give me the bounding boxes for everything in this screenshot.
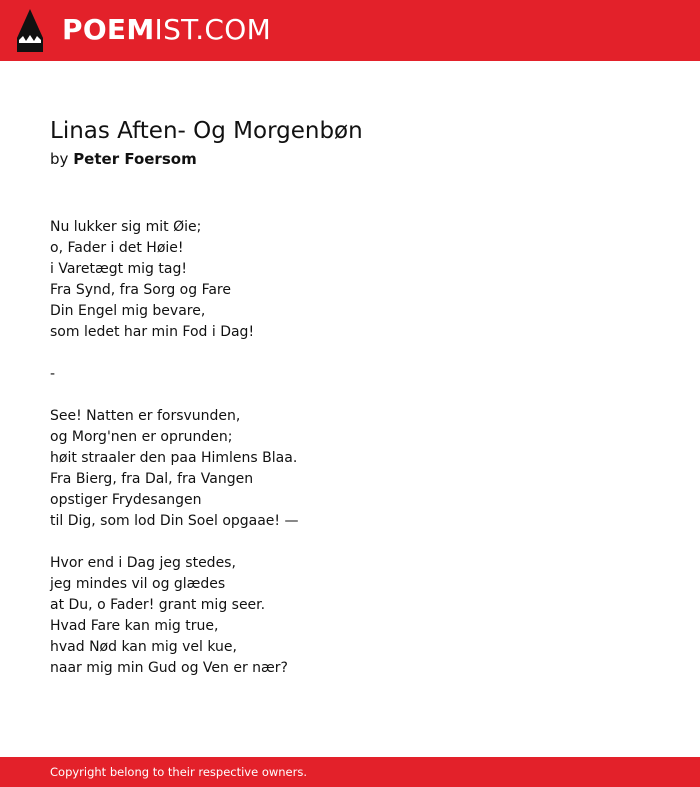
- poem-line: i Varetægt mig tag!: [50, 261, 187, 277]
- poem-line: Nu lukker sig mit Øie;: [50, 219, 202, 235]
- stanza-break: [50, 532, 670, 553]
- stanza-break: [50, 385, 670, 406]
- poem-line: hvad Nød kan mig vel kue,: [50, 639, 237, 655]
- poem-body: [50, 217, 670, 679]
- poem-line: som ledet har min Fod i Dag!: [50, 324, 255, 340]
- site-footer: [0, 757, 700, 787]
- pencil-tip-icon[interactable]: [17, 9, 43, 52]
- site-header: [0, 0, 700, 61]
- logo-text-bold: POEM: [62, 13, 155, 46]
- poem-line: naar mig min Gud og Ven er nær?: [50, 660, 288, 676]
- site-logo[interactable]: [62, 12, 271, 48]
- by-label: by: [50, 150, 69, 168]
- poem-line: at Du, o Fader! grant mig seer.: [50, 597, 266, 613]
- poem-line: Hvor end i Dag jeg stedes,: [50, 555, 236, 571]
- stanza-break: [50, 343, 670, 364]
- poem-line: Fra Synd, fra Sorg og Fare: [50, 282, 231, 298]
- logo-text-light: IST.COM: [154, 13, 272, 46]
- poem-line: o, Fader i det Høie!: [50, 240, 184, 256]
- poem-line: See! Natten er forsvunden,: [50, 408, 241, 424]
- poem-line: Hvad Fare kan mig true,: [50, 618, 219, 634]
- poem-title: Linas Aften- Og Morgenbøn: [50, 118, 363, 144]
- poem-content: [50, 114, 670, 679]
- byline: [50, 148, 670, 170]
- poem-line: og Morg'nen er oprunden;: [50, 429, 233, 445]
- poem-line: Fra Bierg, fra Dal, fra Vangen: [50, 471, 254, 487]
- poem-line: jeg mindes vil og glædes: [50, 576, 226, 592]
- poem-line: høit straaler den paa Himlens Blaa.: [50, 450, 298, 466]
- poem-line: Din Engel mig bevare,: [50, 303, 206, 319]
- poem-line: opstiger Frydesangen: [50, 492, 202, 508]
- poem-line: til Dig, som lod Din Soel opgaae! —: [50, 513, 299, 529]
- poem-line: -: [50, 366, 56, 382]
- author-name: Peter Foersom: [73, 150, 197, 168]
- copyright-text: Copyright belong to their respective owners.: [50, 765, 308, 779]
